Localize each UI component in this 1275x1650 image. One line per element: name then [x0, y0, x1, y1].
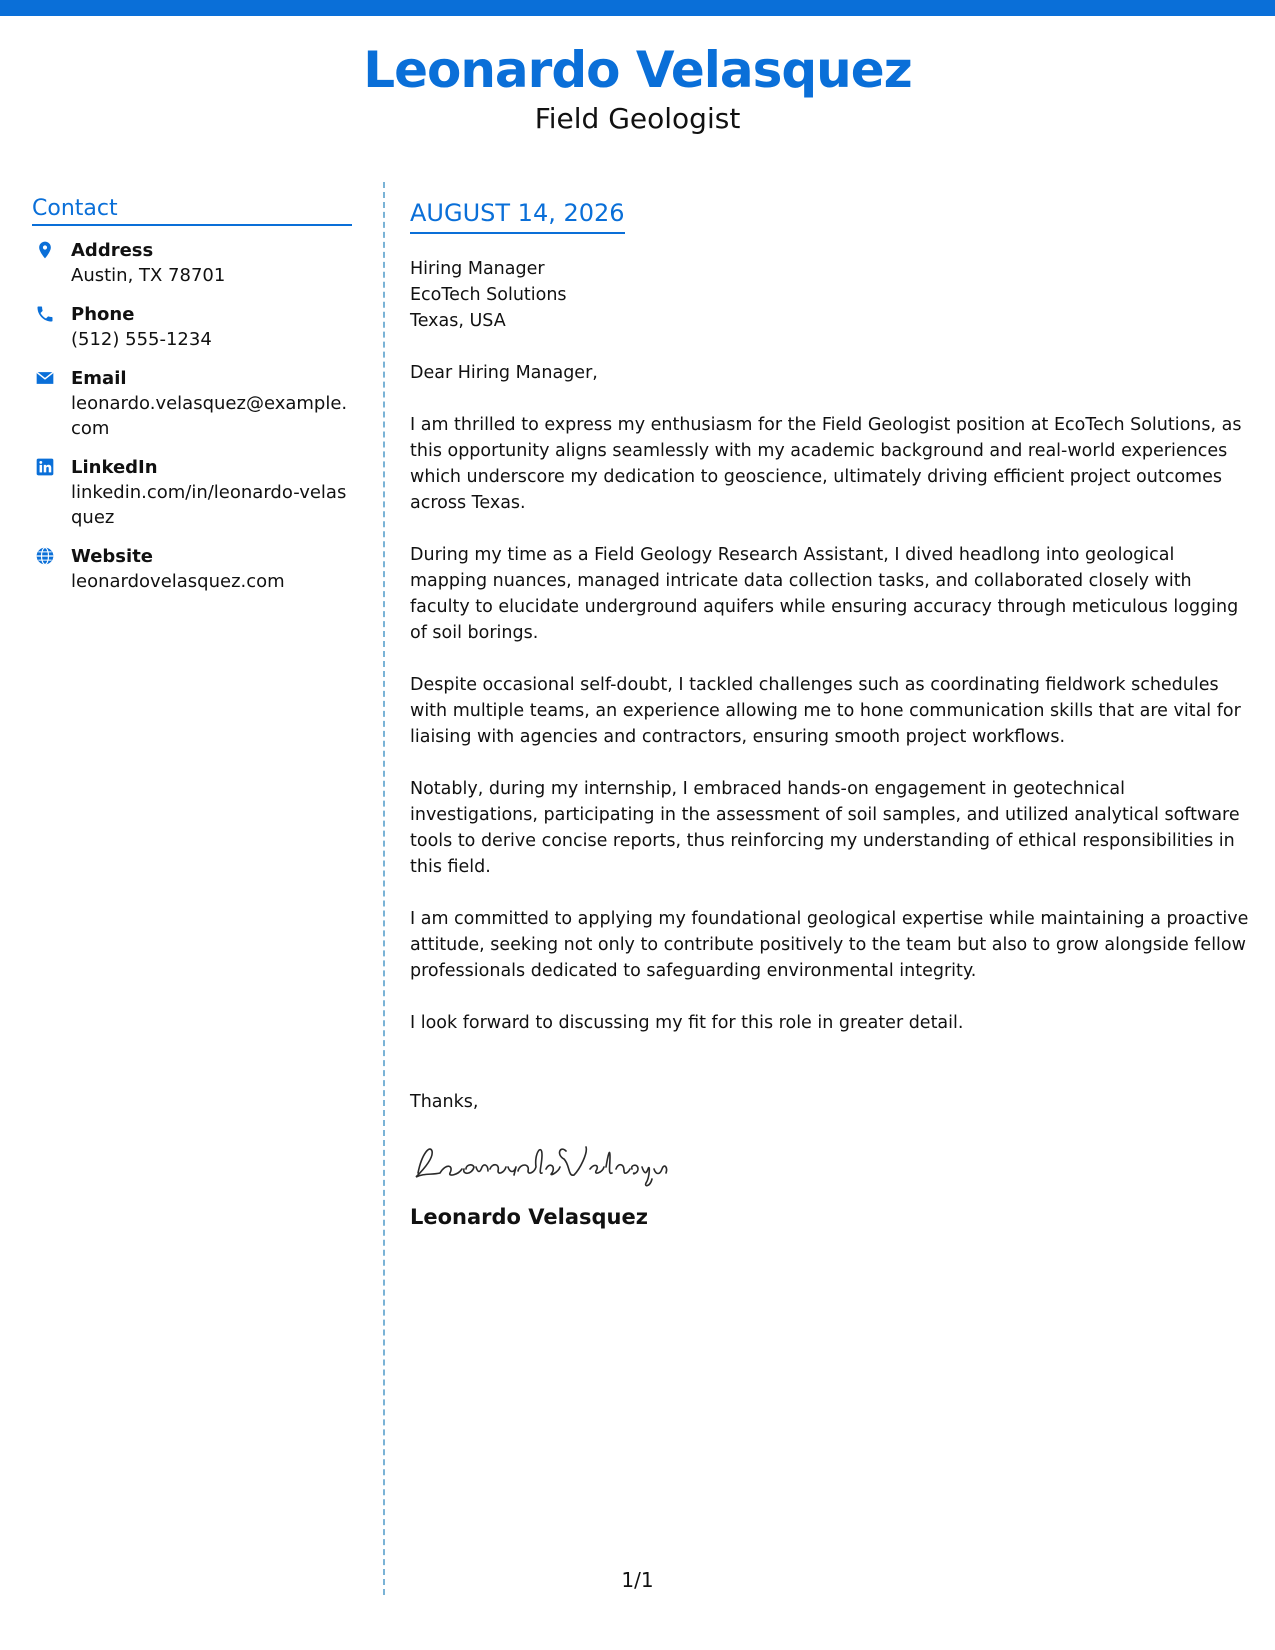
- letter-paragraph: I look forward to discussing my fit for this role in greater detail.: [410, 1013, 964, 1033]
- recipient-block: [410, 256, 1250, 334]
- contact-label-website: Website: [71, 546, 154, 567]
- contact-item-linkedin: [32, 455, 352, 530]
- letter-header: [0, 40, 1275, 136]
- letter-paragraph: Despite occasional self-doubt, I tackled challenges such as coordinating fieldwork schedules with multiple teams, an experience allowing me to hone communication skills that are vital for liaising with agencies and contractors, ensuring smooth project workflows.: [410, 675, 1241, 747]
- letter-body: [410, 196, 1250, 1231]
- email-icon: [35, 368, 55, 388]
- contact-value-phone: (512) 555-1234: [71, 329, 212, 350]
- signed-name: Leonardo Velasquez: [410, 1205, 648, 1229]
- map-pin-icon: [35, 240, 55, 260]
- contact-item-phone: [32, 302, 352, 352]
- letter-paragraph: I am committed to applying my foundational geological expertise while maintaining a proactive attitude, seeking not only to contribute positively to the team but also to grow alongside fellow professionals dedicated to safeguarding environmental integrity.: [410, 909, 1249, 981]
- recipient-line: Texas, USA: [410, 311, 506, 331]
- contact-label-address: Address: [71, 240, 154, 261]
- signature-graphic: [410, 1133, 670, 1189]
- contact-section-title: Contact: [32, 196, 352, 226]
- contact-label-linkedin: LinkedIn: [71, 457, 158, 478]
- salutation: Dear Hiring Manager,: [410, 363, 598, 383]
- applicant-name: Leonardo Velasquez: [363, 41, 912, 99]
- contact-value-website: leonardovelasquez.com: [71, 571, 285, 592]
- contact-item-email: [32, 366, 352, 441]
- letter-date: AUGUST 14, 2026: [410, 196, 625, 234]
- top-accent-bar: [0, 0, 1275, 16]
- contact-item-address: [32, 238, 352, 288]
- closing: Thanks,: [410, 1092, 479, 1112]
- recipient-line: Hiring Manager: [410, 259, 545, 279]
- contact-label-email: Email: [71, 368, 127, 389]
- letter-paragraph: Notably, during my internship, I embraced hands-on engagement in geotechnical investigations, participating in the assessment of soil samples, and utilized analytical software tools to derive concise reports, thus reinforcing my understanding of ethical responsibilities in this field.: [410, 779, 1240, 877]
- globe-icon: [35, 546, 55, 566]
- page-number: 1/1: [621, 1568, 654, 1592]
- contact-value-address: Austin, TX 78701: [71, 265, 226, 286]
- linkedin-icon: [35, 457, 55, 477]
- contact-item-website: [32, 544, 352, 594]
- contact-value-linkedin: linkedin.com/in/leonardo-velasquez: [71, 482, 347, 528]
- contact-label-phone: Phone: [71, 304, 135, 325]
- applicant-role: Field Geologist: [534, 102, 741, 135]
- handwritten-signature: [410, 1133, 1250, 1189]
- letter-paragraph: I am thrilled to express my enthusiasm for the Field Geologist position at EcoTech Solutions, as this opportunity aligns seamlessly with my academic background and real-world experiences which underscore my dedication to geoscience, ultimately driving efficient project outcomes across Texas.: [410, 415, 1242, 513]
- recipient-line: EcoTech Solutions: [410, 285, 567, 305]
- contact-value-email: leonardo.velasquez@example.com: [71, 393, 348, 439]
- contact-sidebar: [32, 196, 352, 608]
- column-divider: [383, 182, 385, 1595]
- phone-icon: [35, 304, 55, 324]
- letter-paragraph: During my time as a Field Geology Research Assistant, I dived headlong into geological mapping nuances, managed intricate data collection tasks, and collaborated closely with faculty to elucidate underground aquifers while ensuring accuracy through meticulous logging of soil borings.: [410, 545, 1239, 643]
